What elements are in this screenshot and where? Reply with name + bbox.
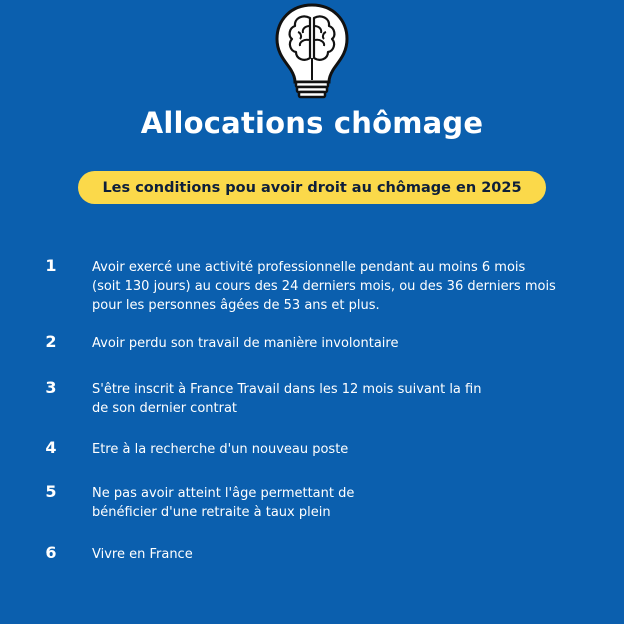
item-text: Avoir perdu son travail de manière involontaire [92, 336, 399, 351]
item-number: 2 [45, 332, 57, 351]
subtitle-badge: Les conditions pou avoir droit au chômage en 2025 [78, 171, 546, 204]
item-number: 5 [45, 482, 57, 501]
item-text: Ne pas avoir atteint l'âge permettant de bénéficier d'une retraite à taux plein [92, 486, 355, 520]
brain-lightbulb-icon [272, 2, 352, 102]
item-text: Vivre en France [92, 547, 193, 562]
page-title: Allocations chômage [140, 106, 484, 140]
item-number: 4 [45, 438, 57, 457]
item-text: S'être inscrit à France Travail dans les 12 mois suivant la fin de son dernier contrat [92, 382, 482, 416]
item-text: Avoir exercé une activité professionnelle pendant au moins 6 mois (soit 130 jours) au cours des 24 derniers mois, ou des 36 derniers mois pour les personnes âgées de 53 ans et plus. [92, 260, 556, 313]
item-text: Etre à la recherche d'un nouveau poste [92, 442, 349, 457]
item-number: 1 [45, 256, 57, 275]
item-number: 3 [45, 378, 57, 397]
item-number: 6 [45, 543, 57, 562]
